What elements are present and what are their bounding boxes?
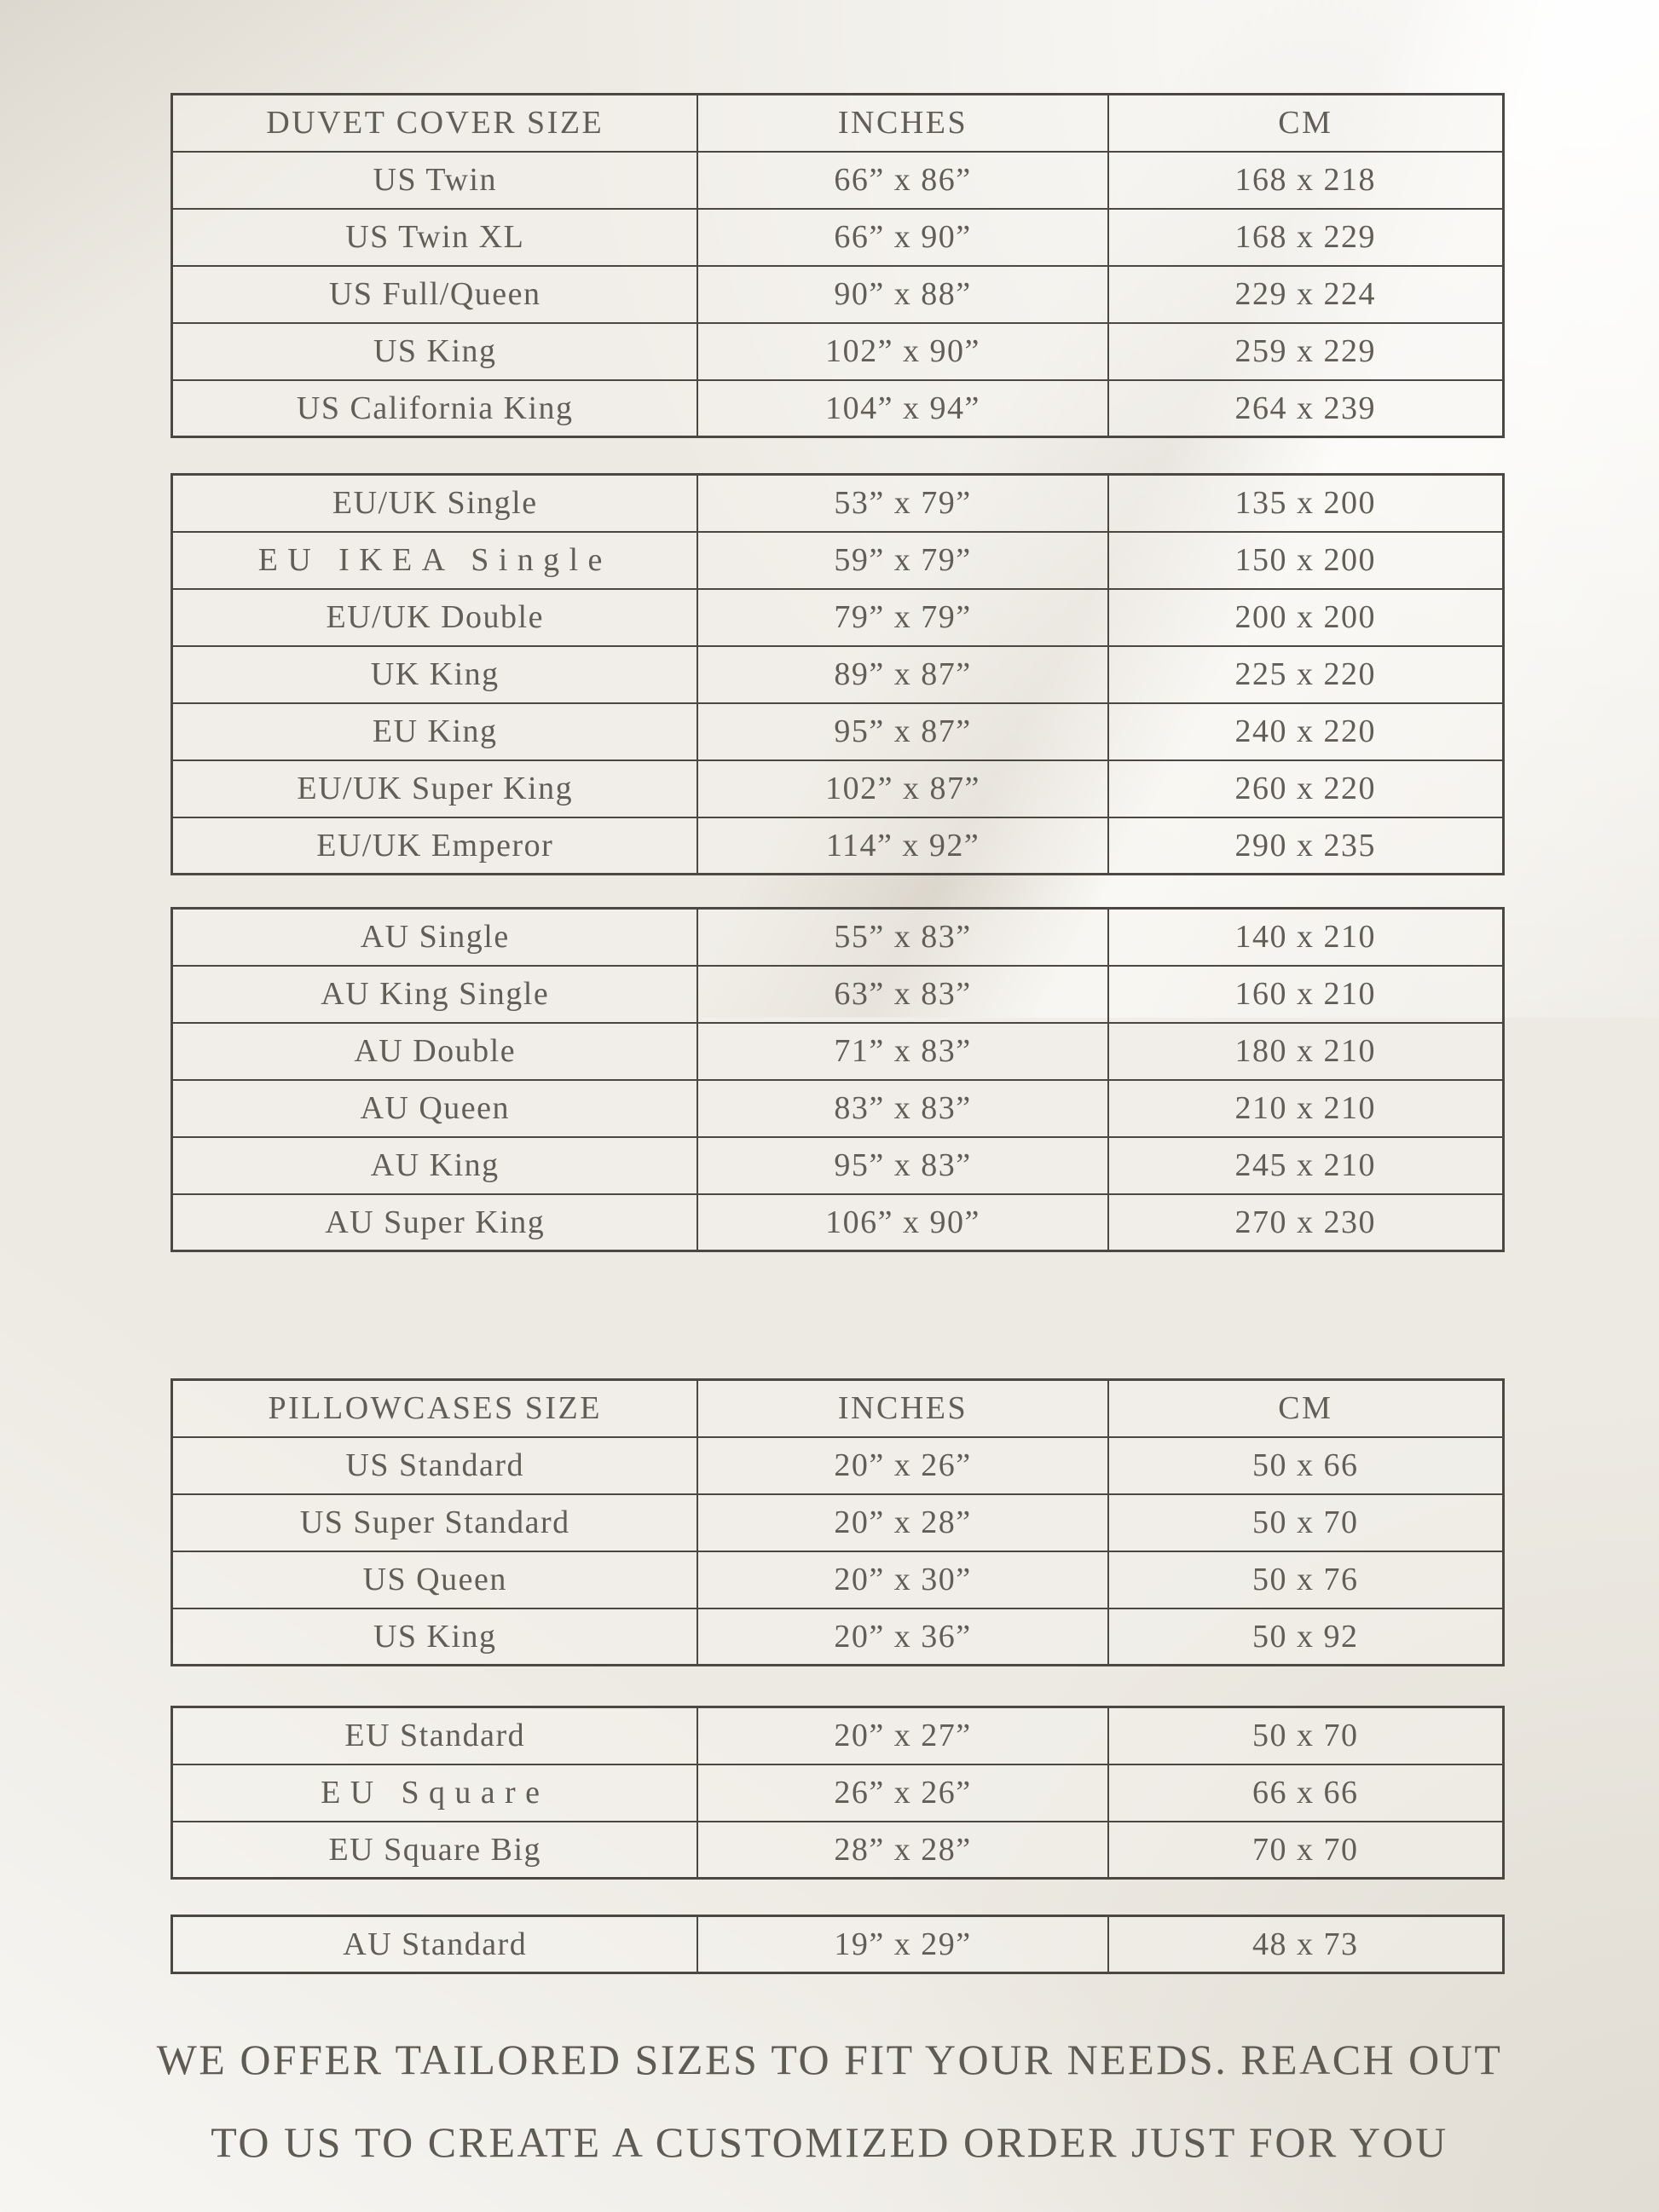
table-row xyxy=(172,323,1504,380)
size-label: AU Standard xyxy=(172,1916,698,1973)
inches-value: 28” x 28” xyxy=(697,1822,1107,1879)
table-row xyxy=(172,380,1504,437)
inches-value: 102” x 87” xyxy=(697,760,1107,817)
cm-value: 50 x 70 xyxy=(1108,1494,1504,1551)
inches-value: 26” x 26” xyxy=(697,1764,1107,1822)
cm-value: 48 x 73 xyxy=(1108,1916,1504,1973)
cm-value: 200 x 200 xyxy=(1108,589,1504,646)
footer-note xyxy=(0,2019,1659,2184)
table-row xyxy=(172,817,1504,875)
table-row xyxy=(172,475,1504,532)
cm-value: 50 x 70 xyxy=(1108,1707,1504,1764)
size-label: EU/UK Super King xyxy=(172,760,698,817)
duvet-us-table xyxy=(171,93,1505,438)
pillowcase-au-table xyxy=(171,1915,1505,1974)
size-label: US California King xyxy=(172,380,698,437)
size-column-header: DUVET COVER SIZE xyxy=(172,95,698,152)
size-label: US King xyxy=(172,1608,698,1666)
table-row xyxy=(172,703,1504,760)
inches-value: 66” x 86” xyxy=(697,152,1107,209)
cm-value: 66 x 66 xyxy=(1108,1764,1504,1822)
cm-value: 210 x 210 xyxy=(1108,1080,1504,1137)
size-label: US Queen xyxy=(172,1551,698,1608)
inches-value: 53” x 79” xyxy=(697,475,1107,532)
inches-value: 55” x 83” xyxy=(697,909,1107,966)
cm-value: 229 x 224 xyxy=(1108,266,1504,323)
size-label: US Standard xyxy=(172,1437,698,1494)
fabric-fold-seam xyxy=(0,0,388,89)
inches-value: 106” x 90” xyxy=(697,1194,1107,1251)
table-row xyxy=(172,646,1504,703)
inches-value: 79” x 79” xyxy=(697,589,1107,646)
cm-value: 290 x 235 xyxy=(1108,817,1504,875)
cm-value: 140 x 210 xyxy=(1108,909,1504,966)
table-row xyxy=(172,589,1504,646)
table-row xyxy=(172,152,1504,209)
cm-column-header: CM xyxy=(1108,1380,1504,1437)
inches-value: 63” x 83” xyxy=(697,966,1107,1023)
table-row xyxy=(172,1707,1504,1764)
table-row xyxy=(172,760,1504,817)
inches-value: 20” x 26” xyxy=(697,1437,1107,1494)
table-row xyxy=(172,1194,1504,1251)
cm-value: 259 x 229 xyxy=(1108,323,1504,380)
size-label: AU Single xyxy=(172,909,698,966)
inches-value: 83” x 83” xyxy=(697,1080,1107,1137)
cm-value: 50 x 92 xyxy=(1108,1608,1504,1666)
header-row xyxy=(172,1380,1504,1437)
table-row xyxy=(172,1551,1504,1608)
inches-value: 66” x 90” xyxy=(697,209,1107,266)
size-label: EU Square xyxy=(172,1764,698,1822)
size-label: AU Super King xyxy=(172,1194,698,1251)
table-row xyxy=(172,1437,1504,1494)
cm-value: 50 x 76 xyxy=(1108,1551,1504,1608)
size-label: EU King xyxy=(172,703,698,760)
size-label: UK King xyxy=(172,646,698,703)
inches-column-header: INCHES xyxy=(697,95,1107,152)
size-label: EU IKEA Single xyxy=(172,532,698,589)
inches-value: 20” x 36” xyxy=(697,1608,1107,1666)
cm-value: 135 x 200 xyxy=(1108,475,1504,532)
size-label: US Twin xyxy=(172,152,698,209)
table-row xyxy=(172,1822,1504,1879)
inches-value: 102” x 90” xyxy=(697,323,1107,380)
cm-value: 260 x 220 xyxy=(1108,760,1504,817)
header-row xyxy=(172,95,1504,152)
cm-value: 168 x 218 xyxy=(1108,152,1504,209)
cm-value: 240 x 220 xyxy=(1108,703,1504,760)
inches-value: 71” x 83” xyxy=(697,1023,1107,1080)
table-row xyxy=(172,1023,1504,1080)
cm-value: 168 x 229 xyxy=(1108,209,1504,266)
size-label: AU Double xyxy=(172,1023,698,1080)
cm-value: 50 x 66 xyxy=(1108,1437,1504,1494)
size-label: US Super Standard xyxy=(172,1494,698,1551)
cm-value: 180 x 210 xyxy=(1108,1023,1504,1080)
inches-value: 95” x 83” xyxy=(697,1137,1107,1194)
size-label: EU/UK Emperor xyxy=(172,817,698,875)
footer-line-2: TO US TO CREATE A CUSTOMIZED ORDER JUST FOR YOU xyxy=(211,2118,1448,2166)
inches-value: 90” x 88” xyxy=(697,266,1107,323)
cm-value: 270 x 230 xyxy=(1108,1194,1504,1251)
cm-value: 70 x 70 xyxy=(1108,1822,1504,1879)
duvet-eu-uk-table xyxy=(171,473,1505,875)
size-label: AU King Single xyxy=(172,966,698,1023)
size-label: US Full/Queen xyxy=(172,266,698,323)
table-row xyxy=(172,966,1504,1023)
cm-value: 160 x 210 xyxy=(1108,966,1504,1023)
cm-value: 245 x 210 xyxy=(1108,1137,1504,1194)
size-label: US Twin XL xyxy=(172,209,698,266)
inches-value: 20” x 30” xyxy=(697,1551,1107,1608)
table-row xyxy=(172,266,1504,323)
table-row xyxy=(172,1137,1504,1194)
duvet-au-table xyxy=(171,907,1505,1252)
inches-value: 114” x 92” xyxy=(697,817,1107,875)
size-label: AU Queen xyxy=(172,1080,698,1137)
table-row xyxy=(172,1494,1504,1551)
cm-value: 150 x 200 xyxy=(1108,532,1504,589)
inches-value: 89” x 87” xyxy=(697,646,1107,703)
table-row xyxy=(172,909,1504,966)
inches-value: 104” x 94” xyxy=(697,380,1107,437)
pillowcase-eu-table xyxy=(171,1706,1505,1880)
pillowcase-us-table xyxy=(171,1378,1505,1666)
size-label: EU/UK Single xyxy=(172,475,698,532)
size-label: EU/UK Double xyxy=(172,589,698,646)
inches-value: 20” x 27” xyxy=(697,1707,1107,1764)
size-label: EU Square Big xyxy=(172,1822,698,1879)
inches-value: 19” x 29” xyxy=(697,1916,1107,1973)
cm-column-header: CM xyxy=(1108,95,1504,152)
table-row xyxy=(172,1916,1504,1973)
inches-value: 20” x 28” xyxy=(697,1494,1107,1551)
table-row xyxy=(172,1608,1504,1666)
inches-value: 59” x 79” xyxy=(697,532,1107,589)
inches-column-header: INCHES xyxy=(697,1380,1107,1437)
size-label: AU King xyxy=(172,1137,698,1194)
size-column-header: PILLOWCASES SIZE xyxy=(172,1380,698,1437)
table-row xyxy=(172,209,1504,266)
table-row xyxy=(172,1080,1504,1137)
table-row xyxy=(172,1764,1504,1822)
table-row xyxy=(172,532,1504,589)
tables-section xyxy=(171,93,1505,1974)
size-label: US King xyxy=(172,323,698,380)
footer-line-1: WE OFFER TAILORED SIZES TO FIT YOUR NEEDS. REACH OUT xyxy=(156,2036,1503,2083)
cm-value: 225 x 220 xyxy=(1108,646,1504,703)
size-label: EU Standard xyxy=(172,1707,698,1764)
inches-value: 95” x 87” xyxy=(697,703,1107,760)
cm-value: 264 x 239 xyxy=(1108,380,1504,437)
